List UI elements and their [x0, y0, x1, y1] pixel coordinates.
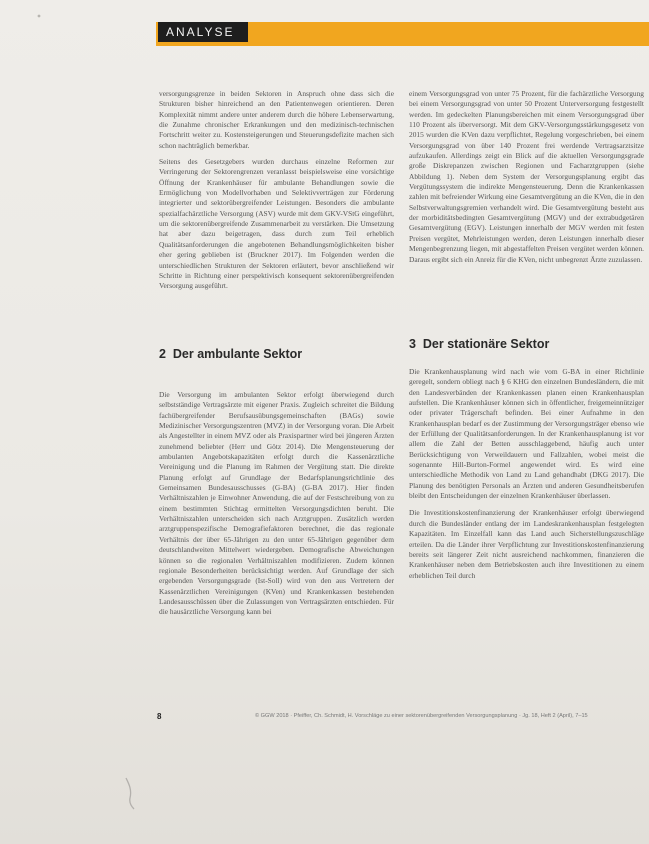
ambulant-section — [159, 347, 394, 618]
scan-dot-mark — [35, 12, 43, 20]
scan-smudge-mark — [120, 776, 140, 810]
page-number: 8 — [157, 712, 162, 721]
intro-paragraph-1: versorgungsgrenze in beiden Sektoren in Anspruch ohne dass sich die Strukturen bisher hinreichend an den Patientenwegen orientieren. Deren Komplexität nimmt andere unter anderem durch die höhere Lebenserwartung, die Zunahme chronischer Erkrankungen und den medizinisch-technischen Fortschritt weiter zu. Kostensteigerungen und Steuerungsdefizite machen sich schon nachträglich bemerkbar. — [159, 89, 394, 150]
section-heading-stationaer — [409, 337, 644, 352]
right-column — [409, 89, 644, 265]
left-column — [159, 89, 394, 292]
stationaer-paragraph-2: Die Investitionskostenfinanzierung der Krankenhäuser erfolgt überwiegend durch die Bundesländer entlang der im Landeskrankenhausplan festgelegten Kapazitäten. Im Einzelfall kann das Land auch Sicherstellungszuschläge erteilen. Da die Länder ihrer Verpflichtung zur Investitionskostenfinanzierung bereits seit längerer Zeit nicht ausreichend nachkommen, finanzieren die Krankenhäuser neben dem Betriebskosten auch ihre Investitionen zu einem erheblichen Teil durch — [409, 508, 644, 580]
stationaer-section — [409, 337, 644, 581]
section-number: 3 — [409, 337, 416, 351]
section-title: Der stationäre Sektor — [422, 337, 550, 351]
section-number: 2 — [159, 347, 166, 361]
footer-citation: © GGW 2018 · Pfeiffer, Ch. Schmidt, H. Vorschläge zu einer sektorenübergreifenden Versorgungsplanung · Jg. 18, Heft 2 (April), 7–15 — [255, 713, 588, 719]
intro-paragraph-2: Seitens des Gesetzgebers wurden durchaus einzelne Reformen zur Verringerung der Sektorengrenzen veranlasst beispielsweise eine vorsichtige Öffnung der Krankenhäuser für ambulante Behandlungen sowie die Ermöglichung von Modellvorhaben und Selektivverträgen zur Förderung integrierter und sektorübergreifender Leistungen. Besonders die ambulante spezialfachärztliche Versorgung (ASV) wurde mit dem GKV-VStG eingeführt, um die sektorenübergreifende Zusammenarbeit zu verstärken. Die Umsetzung hat aber dazu beigetragen, dass durch zum Teil erheblich Qualitätsanforderungen die angebotenen Behandlungsmöglichkeiten bisher eher gering geblieben ist (Bruckner 2017). Im Folgenden werden die unterschiedlichen Strukturen der Sektoren erläutert, bevor anschließend wir Schritte in Richtung einer perspektivisch konsequent sektorenübergreifenden Versorgung ausgeführt. — [159, 157, 394, 291]
stationaer-paragraph-1: Die Krankenhausplanung wird nach wie vom G-BA in einer Richtlinie geregelt, sondern obliegt nach § 6 KHG den einzelnen Bundesländern, die mit den Landesverbänden der Krankenkassen planen einen Krankenhausplan aufstellen. Die Krankenhäuser können sich in öffentlicher, freigemeinnütziger oder privater Trägerschaft befinden. Bei einer Aufnahme in den Krankenhausplan bedarf es der Zustimmung der Versorgungsträger ebenso wie der Erfüllung der Qualitätsanforderungen. In der Krankenhausplanung ist vor allem die Zahl der Betten ausschlaggebend, häufig auch unter Berücksichtigung von Verweildauern und Fallzahlen, wobei meist die sogenannte Hill-Burton-Formel angewendet wird. Es wird eine unterschiedliche Methodik von Land zu Land gehandhabt (DKG 2017). Die Planung des benötigten Personals an Ärzten und anderen Gesundheitsberufen bleibt den Entscheidungen der einzelnen Krankenhäuser überlassen. — [409, 367, 644, 501]
section-title: Der ambulante Sektor — [172, 347, 303, 361]
ambulant-paragraph: Die Versorgung im ambulanten Sektor erfolgt überwiegend durch selbstständige Vertragsärzte mit eigener Praxis. Zugleich schreitet die Bildung fachübergreifender Berufsausübungsgemeinschaften (BAGs) sowie Medizinischer Versorgungszentren (MVZ) in der Versorgung voran. Die Arbeit als Angestellter in einem MVZ oder als Praxispartner wird bei jüngeren Ärzten zunehmend beliebter (Herr und Götz 2014). Die Mengensteuerung der ambulanten Angebotskapazitäten erfolgt durch die Kassenärztliche Vereinigung und die Planung im Rahmen der Vergütung statt. Die direkte Planung erfolgt auf Grundlage der Bedarfsplanungsrichtlinie des Gemeinsamen Bundesausschusses (G-BA) (G-BA 2017). Hier finden Verhältniszahlen je Einwohner Anwendung, die auf der Festschreibung von zu einem bestimmten Stichtag ermittelten Versorgungsdichten beruht. Die Verhältniszahlen unterscheiden sich nach Arztgruppen. Zusätzlich werden arztgruppenspezifische Demografiefaktoren berechnet, die das regionale Verhältnis der über 65-Jährigen zu den unter 65-Jährigen gegenüber dem deutschlandweiten Mittelwert wiedergeben. Demografische Abweichungen können so die regionalen Verhältniszahlen modifizieren. Zudem können regionale Besonderheiten berücksichtigt werden. Auf Grundlage der sich ergebenden Versorgungsgrade (Ist-Soll) wird von den aus Vertretern der Kassenärztlichen Vereinigungen (KVen) und Krankenkassen bestehenden Landesausschüssen über die Zulassungen von Vertragsärzten entschieden. Für die hausärztliche Versorgung kann bei — [159, 390, 394, 617]
section-label: ANALYSE — [158, 22, 248, 42]
right-paragraph-1: einem Versorgungsgrad von unter 75 Prozent, für die fachärztliche Versorgung bei einem Versorgungsgrad von unter 50 Prozent Unterversorgung festgestellt werden. Im gedeckelten Planungsbereichen mit einem Versorgungsgrad über 110 Prozent als überversorgt. Mit dem GKV-Versorgungsstärkungsgesetz von 2015 wurden die KVen dazu verpflichtet, Regelung vorgeschrieben, bei einem Versorgungsgrad von über 140 Prozent frei werdende Vertragsarztsitze aufzukaufen. Allerdings zeigt ein Blick auf die aktuellen Versorgungsgrade große Diskrepanzen zwischen Regionen und Facharztgruppen (siehe Abbildung 1). Neben dem System der Versorgungsplanung ergibt das Vergütungssystem die indirekte Mengensteuerung. Denn die Krankenkassen zahlen mit befreiender Wirkung eine Gesamtvergütung an die KVen, die in den Selbstverwaltungsgremien verhandelt wird. Die Gesamtvergütung besteht aus der morbiditätsbedingten Gesamtvergütung (MGV) und der extrabudgetären Gesamtvergütung (EGV). Leistungen innerhalb der MGV werden mit festen Preisen vergütet, Mehrleistungen werden, deren Leistungen innerhalb dieser Mengenbegrenzung liegen, mit abgestaffelten Preisen vergütet werden können. Daraus ergibt sich ein Anreiz für die KVen, nicht unbegrenzt Ärzte zuzulassen. — [409, 89, 644, 264]
section-heading-ambulant — [159, 347, 394, 362]
